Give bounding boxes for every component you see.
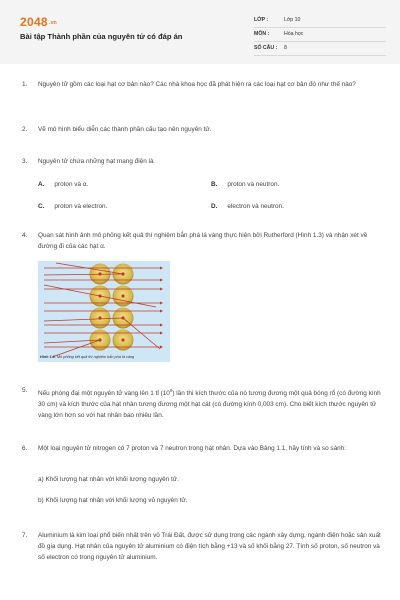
question-2 (22, 124, 382, 135)
question-text: Vẽ mô hình biểu diễn các thành phần cấu tạo nên nguyên tử. (38, 126, 212, 133)
option-letter: C. (38, 203, 45, 210)
meta-key: LỚP : (254, 17, 269, 23)
sub-question-b: b) Khối lượng hạt nhân với khối lượng vỏ nguyên tử. (38, 497, 188, 504)
question-text-part: Nếu phóng đại một nguyên tử vàng lên 1 tỉ (10 (38, 390, 170, 398)
option-letter: B. (211, 181, 218, 188)
ray-arrowheads (160, 267, 163, 349)
document-header (0, 0, 400, 64)
meta-value: Hóa học (284, 31, 304, 37)
option-letter: A. (38, 181, 45, 188)
meta-value: Lớp 10 (284, 17, 301, 23)
question-number: 4. (22, 232, 28, 239)
meta-divider (254, 27, 386, 28)
question-number: 6. (22, 445, 28, 452)
question-text: Aluminium là kim loại phổ biến nhất trên vỏ Trái Đất, được sử dụng trong các ngành xây dựng, ngành điện hoặc sản xuất đồ gia dụng. Hạt nhân của nguyên tử aluminium có điện tích bằng +13 và số khối bằng 27. Tính số proton, số neutron và số electron có trong nguyên tử aluminium. (38, 532, 381, 561)
site-logo[interactable] (20, 15, 57, 29)
figure-caption-text: Mô phỏng kết quả thí nghiệm bắn phá lá vàng (56, 355, 135, 359)
page-title: Bài tập Thành phần của nguyên tử có đáp án (20, 32, 183, 41)
question-7 (22, 530, 382, 563)
meta-key: MÔN : (254, 31, 270, 37)
question-number: 3. (22, 158, 28, 165)
options-row (38, 203, 378, 213)
question-number: 5. (22, 387, 28, 394)
question-text: Nguyên tử gồm các loại hạt cơ bản nào? Các nhà khoa học đã phát hiện ra các loại hạt cơ bản đó như thế nào? (38, 81, 356, 88)
option-a[interactable] (38, 181, 88, 188)
option-b[interactable] (211, 181, 279, 188)
option-d[interactable] (211, 203, 284, 210)
option-text: electron và neutron. (227, 203, 284, 210)
question-text-part: ) lần thì kích thước của nó tương đương một quả bóng rổ (có đường kính 30 cm) và kích thước của hạt nhân tương đương một hạt cát (có đường kính 0,003 cm). Cho biết kích thước nguyên tử vàng lớn hơn so với hạt nhân bao nhiêu lần. (38, 390, 381, 420)
meta-value: 8 (284, 45, 287, 51)
logo-suffix: .vn (48, 19, 58, 26)
question-number: 7. (22, 532, 28, 539)
question-5 (22, 385, 382, 421)
logo-main: 2048 (20, 15, 48, 29)
option-c[interactable] (38, 203, 107, 210)
question-number: 2. (22, 126, 28, 133)
option-text: proton và neutron. (227, 181, 280, 188)
figure-caption-label: Hình 1.3. (40, 355, 56, 359)
question-text: Nguyên tử chứa những hạt mang điện là (38, 158, 154, 165)
figure-caption (40, 355, 134, 359)
option-text: proton và electron. (54, 203, 108, 210)
question-text: Một loại nguyên tử nitrogen có 7 proton và 7 neutron trong hạt nhân. Dựa vào Bảng 1.1, hãy tính và so sánh: (38, 445, 347, 452)
question-text (38, 385, 382, 421)
question-4 (22, 230, 382, 252)
question-3 (22, 156, 382, 167)
options-row (38, 181, 378, 191)
question-1 (22, 79, 382, 90)
option-text: proton và α. (54, 181, 89, 188)
question-text: Quan sát hình ảnh mô phỏng kết quả thí nghiệm bắn phá lá vàng thực hiện bởi Rutherford (Hình 1.3) và nhận xét về đường đi của các hạt α. (38, 232, 368, 250)
rutherford-illustration (38, 261, 170, 362)
superscript: 9 (169, 388, 173, 393)
meta-key: SỐ CÂU : (254, 45, 278, 51)
sub-question-a: a) Khối lượng hạt nhân với khối lượng nguyên tử. (38, 476, 179, 483)
question-number: 1. (22, 81, 28, 88)
gold-atoms (90, 264, 134, 351)
rutherford-figure (38, 261, 170, 362)
question-6 (22, 443, 382, 454)
option-letter: D. (211, 203, 218, 210)
meta-divider (254, 55, 386, 56)
meta-divider (254, 41, 386, 42)
